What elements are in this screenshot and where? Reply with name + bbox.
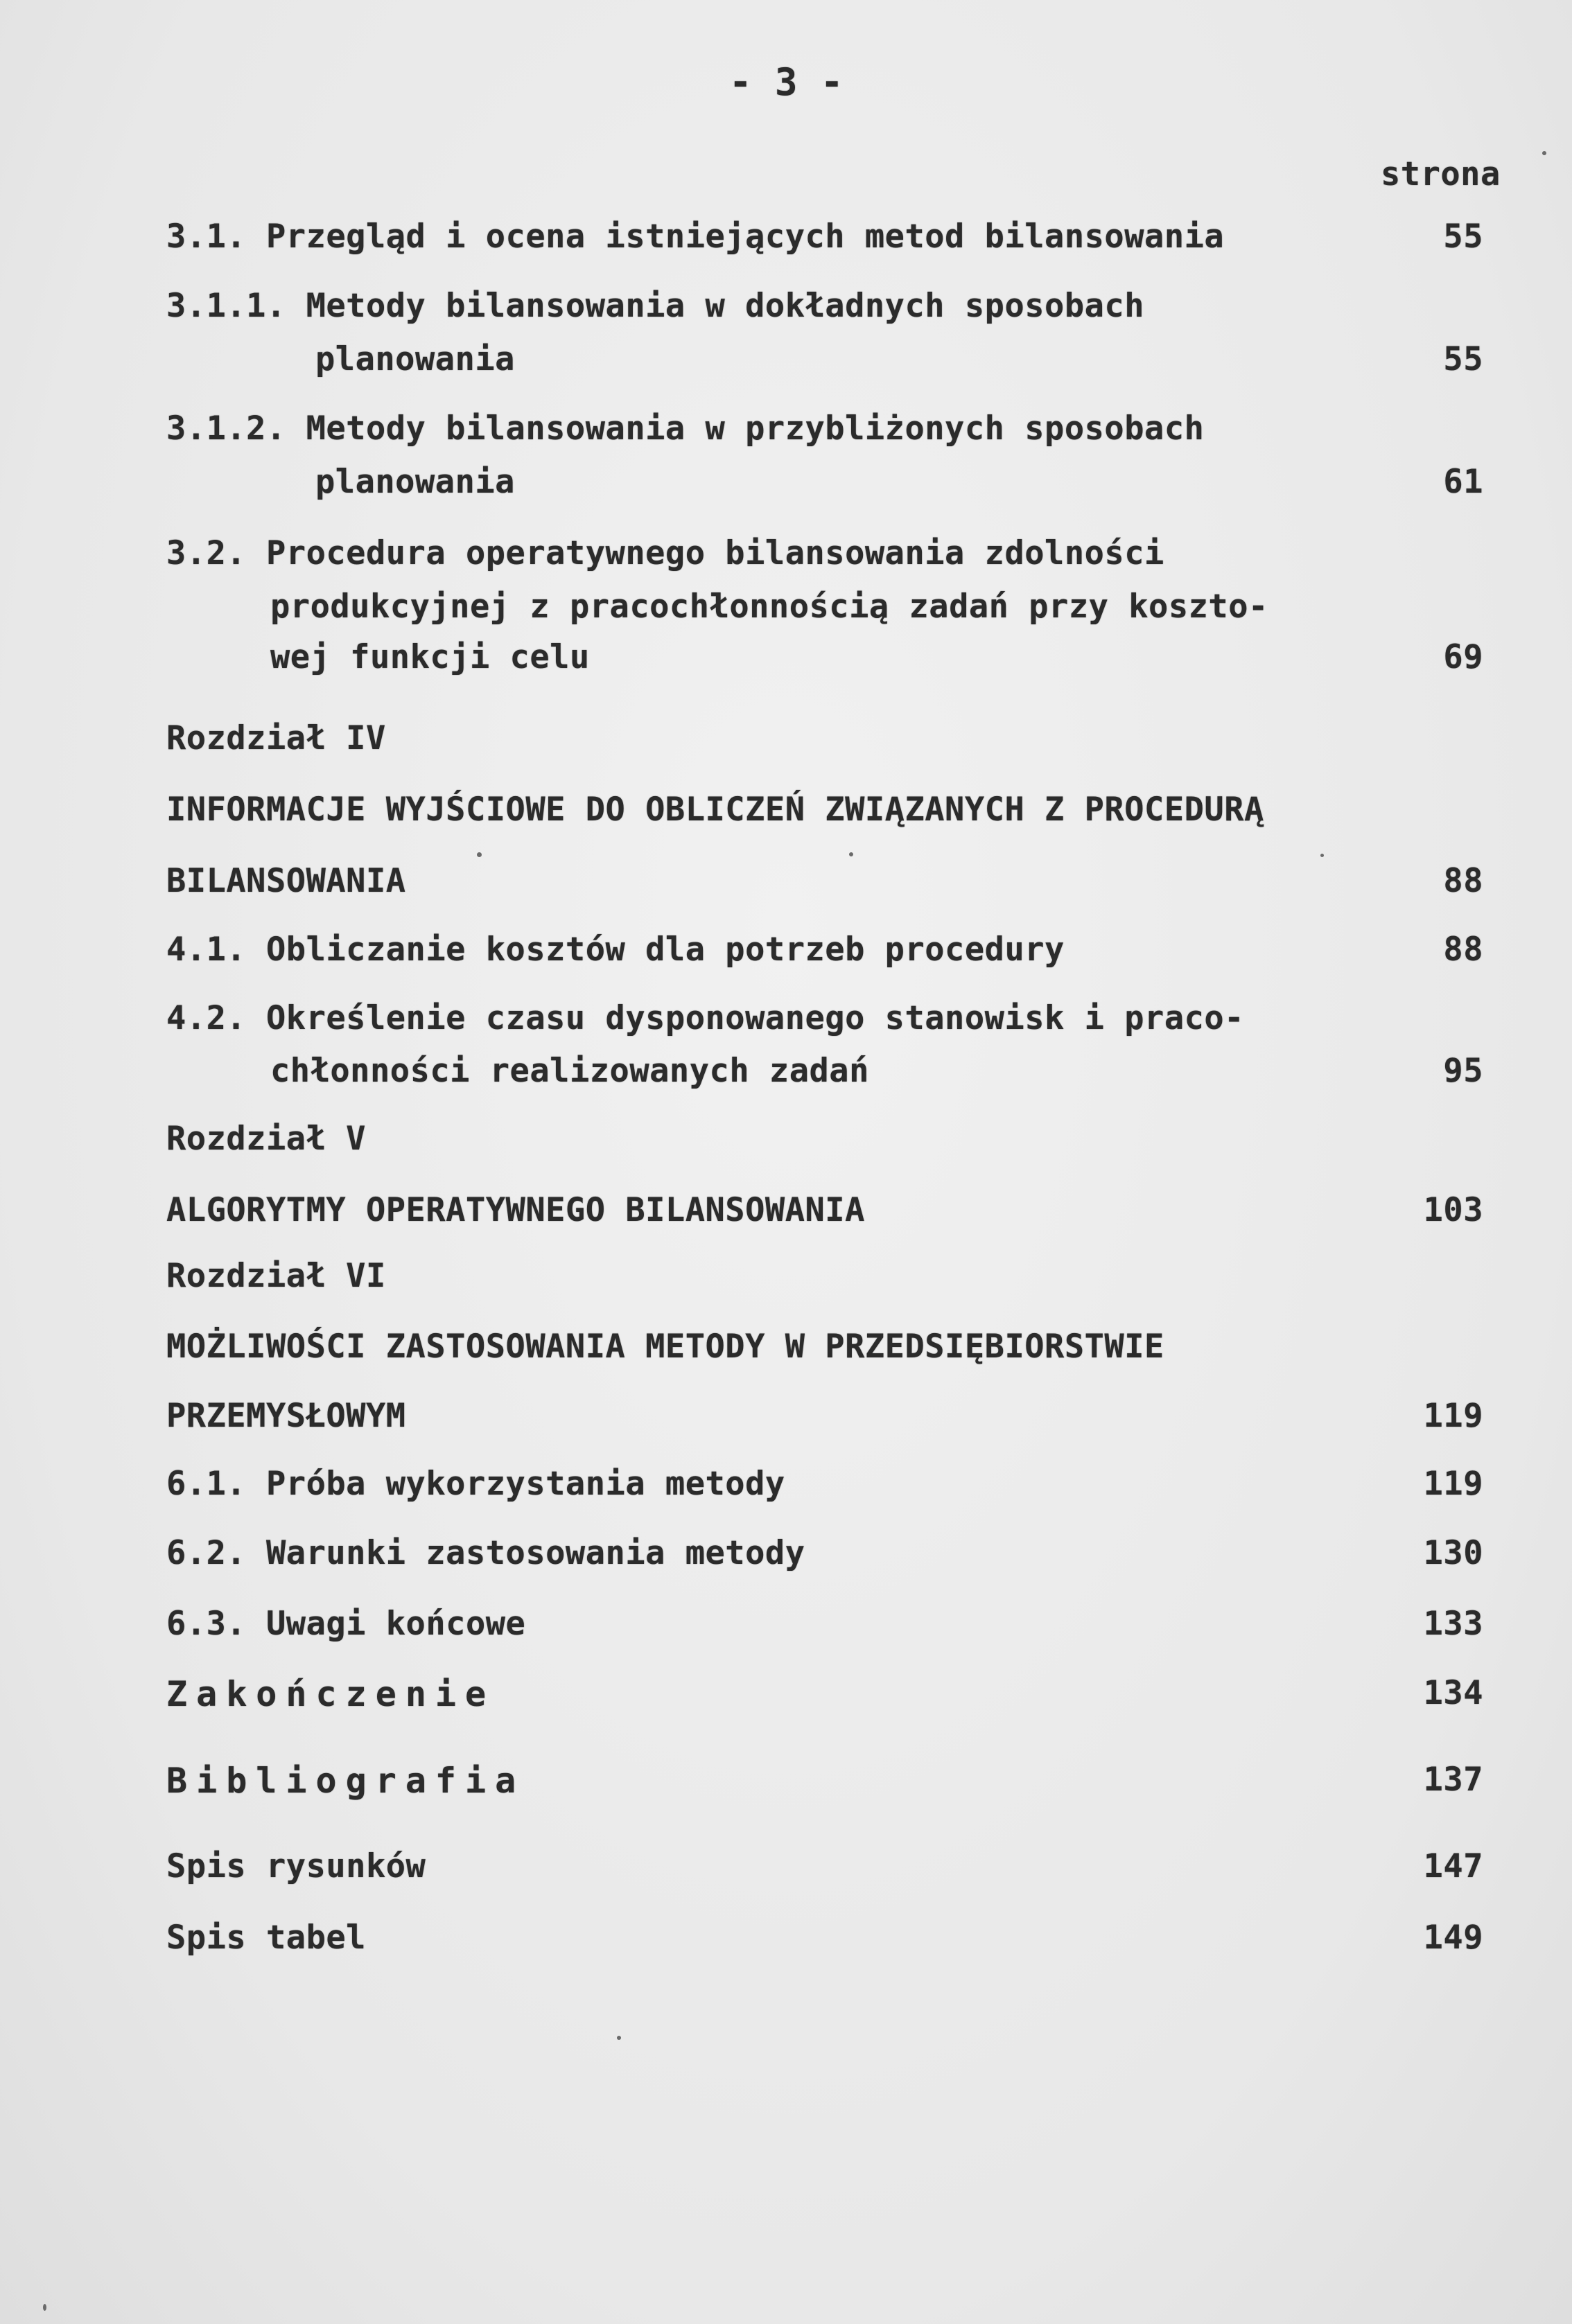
chapter-title: ALGORYTMY OPERATYWNEGO BILANSOWANIA bbox=[166, 1191, 865, 1229]
toc-entry-page: 95 bbox=[1443, 1052, 1483, 1090]
toc-entry-page: 133 bbox=[1423, 1605, 1483, 1643]
toc-entry-page: 61 bbox=[1443, 463, 1483, 501]
toc-entry-label: 4.1. Obliczanie kosztów dla potrzeb procedury bbox=[166, 931, 1065, 969]
chapter-heading: Rozdział IV bbox=[166, 719, 386, 757]
toc-entry-label: Zakończenie bbox=[166, 1674, 496, 1714]
toc-entry-page: 147 bbox=[1423, 1847, 1483, 1885]
toc-entry-label: 3.1. Przegląd i ocena istniejących metod bilansowania bbox=[166, 218, 1225, 256]
scan-speck bbox=[1542, 151, 1546, 155]
toc-entry-label: Spis rysunków bbox=[166, 1847, 426, 1885]
toc-entry-page: 88 bbox=[1443, 931, 1483, 969]
toc-entry-label: chłonności realizowanych zadań bbox=[270, 1052, 869, 1090]
toc-entry-label: 6.3. Uwagi końcowe bbox=[166, 1605, 526, 1643]
toc-entry-label: 4.2. Określenie czasu dysponowanego stanowisk i praco- bbox=[166, 999, 1245, 1037]
toc-entry-page: 103 bbox=[1423, 1191, 1483, 1229]
scan-speck bbox=[477, 852, 482, 857]
toc-entry-page: 119 bbox=[1423, 1397, 1483, 1435]
toc-entry-page: 134 bbox=[1423, 1674, 1483, 1712]
toc-entry-page: 55 bbox=[1443, 340, 1483, 378]
toc-entry-page: 69 bbox=[1443, 638, 1483, 676]
toc-entry-label: planowania bbox=[315, 463, 515, 501]
toc-entry-label: wej funkcji celu bbox=[270, 638, 590, 676]
scan-speck bbox=[1320, 854, 1324, 857]
page-number: - 3 - bbox=[729, 60, 844, 104]
toc-entry-page: 137 bbox=[1423, 1761, 1483, 1799]
chapter-heading: Rozdział V bbox=[166, 1120, 366, 1158]
toc-entry-label: 6.2. Warunki zastosowania metody bbox=[166, 1534, 805, 1572]
toc-entry-label: 3.1.1. Metody bilansowania w dokładnych sposobach bbox=[166, 287, 1145, 325]
scan-speck bbox=[43, 2304, 46, 2311]
toc-entry-label: produkcyjnej z pracochłonnością zadań przy koszto- bbox=[270, 588, 1268, 626]
toc-entry-label: planowania bbox=[315, 340, 515, 378]
column-header: strona bbox=[1381, 155, 1501, 193]
toc-entry-label: 6.1. Próba wykorzystania metody bbox=[166, 1465, 785, 1503]
toc-entry-page: 88 bbox=[1443, 862, 1483, 900]
toc-entry-label: Bibliografia bbox=[166, 1761, 525, 1801]
toc-entry-label: Spis tabel bbox=[166, 1919, 366, 1957]
chapter-title: INFORMACJE WYJŚCIOWE DO OBLICZEŃ ZWIĄZANYCH Z PROCEDURĄ bbox=[166, 791, 1264, 829]
toc-entry-label: 3.1.2. Metody bilansowania w przybliżonych sposobach bbox=[166, 410, 1205, 448]
chapter-heading: Rozdział VI bbox=[166, 1257, 386, 1295]
chapter-title: PRZEMYSŁOWYM bbox=[166, 1397, 406, 1435]
toc-entry-page: 149 bbox=[1423, 1919, 1483, 1957]
toc-entry-page: 130 bbox=[1423, 1534, 1483, 1572]
toc-entry-label: 3.2. Procedura operatywnego bilansowania zdolności bbox=[166, 534, 1164, 572]
scan-speck bbox=[617, 2036, 621, 2040]
toc-entry-page: 55 bbox=[1443, 218, 1483, 256]
toc-entry-page: 119 bbox=[1423, 1465, 1483, 1503]
scan-speck bbox=[849, 852, 853, 856]
chapter-title: MOŻLIWOŚCI ZASTOSOWANIA METODY W PRZEDSIĘBIORSTWIE bbox=[166, 1328, 1164, 1366]
chapter-title: BILANSOWANIA bbox=[166, 862, 406, 900]
